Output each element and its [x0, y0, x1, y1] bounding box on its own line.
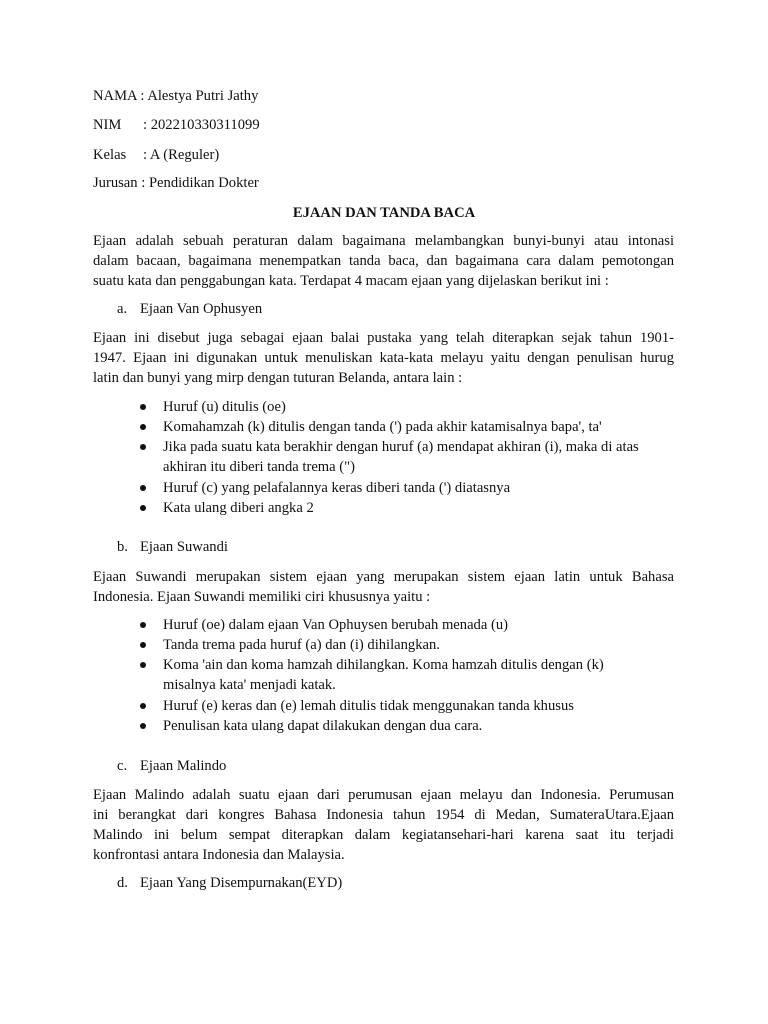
student-name: NAMA : Alestya Putri Jathy [93, 88, 259, 104]
section-c-line: Malindo ini belum sempat diterapkan dalam kegiatansehari-hari karena saat itu terjadi [93, 827, 674, 843]
section-b-marker: b. [117, 539, 128, 555]
student-class [93, 145, 219, 165]
bullet-item: Kata ulang diberi angka 2 [163, 500, 314, 516]
bullet-dot [140, 485, 146, 491]
bullet-item: Huruf (u) ditulis (oe) [163, 399, 286, 415]
section-b-line: Ejaan Suwandi merupakan sistem ejaan yang merupakan sistem ejaan latin untuk Bahasa [93, 569, 674, 585]
bullet-dot [140, 424, 146, 430]
document-title: EJAAN DAN TANDA BACA [292, 205, 476, 221]
student-nim [93, 115, 260, 135]
bullet-item: Huruf (oe) dalam ejaan Van Ophuysen berubah menada (u) [163, 617, 508, 633]
intro-paragraph [93, 231, 674, 291]
class-value: : A (Reguler) [143, 147, 220, 163]
bullet-item: Jika pada suatu kata berakhir dengan huruf (a) mendapat akhiran (i), maka di atas akhiran itu diberi tanda trema (") [163, 439, 639, 475]
bullet-item: Penulisan kata ulang dapat dilakukan dengan dua cara. [163, 718, 483, 734]
section-b-title: Ejaan Suwandi [140, 539, 228, 555]
section-c-paragraph [93, 785, 674, 865]
bullet-dot [140, 505, 146, 511]
bullet-item: Huruf (e) keras dan (e) lemah ditulis tidak menggunakan tanda khusus [163, 698, 574, 714]
section-b-line: Indonesia. Ejaan Suwandi memiliki ciri khususnya yaitu : [93, 589, 431, 605]
bullet-dot [140, 622, 146, 628]
bullet-item: Komahamzah (k) ditulis dengan tanda (') pada akhir katamisalnya bapa', ta' [163, 419, 602, 435]
bullet-dot [140, 642, 146, 648]
class-label: Kelas [93, 147, 127, 163]
section-b-paragraph [93, 567, 674, 607]
section-a-title: Ejaan Van Ophusyen [140, 301, 263, 317]
bullet-dot [140, 703, 146, 709]
bullet-dot [140, 404, 146, 410]
intro-line: dalam bacaan, bagaimana menempatkan tanda baca, dan bagaimana cara dalam pemotongan [93, 253, 674, 269]
section-d-marker: d. [117, 875, 128, 891]
intro-line: Ejaan adalah sebuah peraturan dalam bagaimana melambangkan bunyi-bunyi atau intonasi [93, 233, 674, 249]
bullet-dot [140, 444, 146, 450]
section-a-line: Ejaan ini disebut juga sebagai ejaan balai pustaka yang telah diterapkan sejak tahun 1901- [93, 330, 674, 346]
section-d-title: Ejaan Yang Disempurnakan(EYD) [140, 875, 343, 891]
student-major: Jurusan : Pendidikan Dokter [93, 175, 259, 191]
bullet-item: Koma 'ain dan koma hamzah dihilangkan. Koma hamzah ditulis dengan (k) misalnya kata' menjadi katak. [163, 657, 604, 693]
section-c-line: Ejaan Malindo adalah suatu ejaan dari perumusan ejaan melayu dan Indonesia. Perumusan [93, 787, 674, 803]
section-a-paragraph [93, 328, 674, 388]
section-c-line: ini berangkat dari kongres Bahasa Indonesia tahun 1954 di Medan, SumateraUtara.Ejaan [93, 807, 674, 823]
bullet-dot [140, 723, 146, 729]
bullet-dot [140, 662, 146, 668]
bullet-item: Tanda trema pada huruf (a) dan (i) dihilangkan. [163, 637, 440, 653]
intro-line: suatu kata dan penggabungan kata. Terdapat 4 macam ejaan yang dijelaskan berikut ini : [93, 273, 609, 289]
nim-value: : 202210330311099 [143, 117, 260, 133]
bullet-item: Huruf (c) yang pelafalannya keras diberi tanda (') diatasnya [163, 480, 511, 496]
section-c-title: Ejaan Malindo [140, 758, 227, 774]
section-c-marker: c. [117, 758, 128, 774]
section-a-marker: a. [117, 301, 128, 317]
nim-label: NIM [93, 117, 122, 133]
section-a-line: latin dan bunyi yang mirp dengan tuturan Belanda, antara lain : [93, 370, 463, 386]
section-c-line: konfrontasi antara Indonesia dan Malaysia. [93, 847, 345, 863]
section-a-line: 1947. Ejaan ini digunakan untuk menuliskan kata-kata melayu yaitu dengan penulisan hurug [93, 350, 674, 366]
